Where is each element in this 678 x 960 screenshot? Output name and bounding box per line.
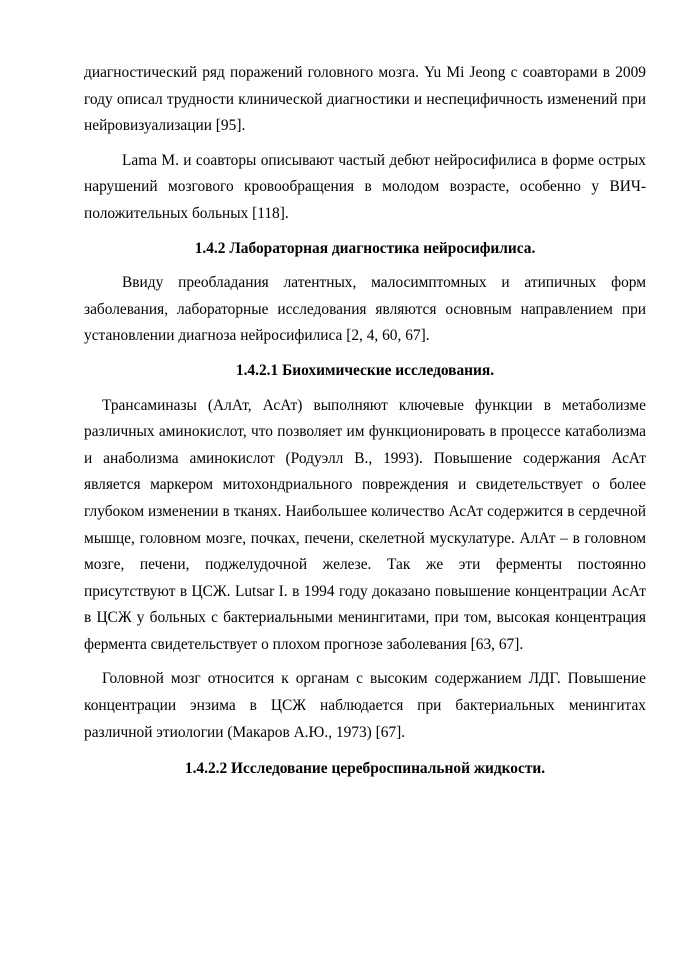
document-page [84, 60, 646, 783]
paragraph-neuroimaging: диагностический ряд поражений головного мозга. Yu Mi Jeong с соавторами в 2009 году описал трудности клинической диагностики и неспецифичность изменений при нейровизуализации [95]. [84, 64, 646, 135]
paragraph-lama: Lama M. и соавторы описывают частый дебют нейросифилиса в форме острых нарушений мозгового кровообращения в молодом возрасте, особенно у ВИЧ-положительных больных [118]. [84, 151, 646, 222]
paragraph-lab-intro: Ввиду преобладания латентных, малосимптомных и атипичных форм заболевания, лабораторные исследования являются основным направлением при установлении диагноза нейросифилиса [2, 4, 60, 67]. [84, 274, 646, 345]
paragraph-transaminases: Трансаминазы (АлАт, АсАт) выполняют ключевые функции в метаболизме различных аминокислот, что позволяет им функционировать в процессе катаболизма и анаболизма аминокислот (Родуэлл В., 1993). Повышение содержания АсАт является маркером митохондриального повреждения и свидетельствует о более глубоком изменении в тканях. Наибольшее количество АсАт содержится в сердечной мышце, головном мозге, почках, печени, скелетной мускулатуре. АлАт – в головном мозге, печени, поджелудочной железе. Так же эти ферменты постоянно присутствуют в ЦСЖ. Lutsar I. в 1994 году доказано повышение концентрации АсАт в ЦСЖ у больных с бактериальными менингитами, при том, высокая концентрация фермента свидетельствует о плохом прогнозе заболевания [63, 67]. [84, 396, 646, 653]
section-heading-csf: 1.4.2.2 Исследование цереброспинальной жидкости. [184, 760, 546, 778]
section-heading-lab-diagnostics: 1.4.2 Лабораторная диагностика нейросифилиса. [194, 239, 536, 257]
section-heading-biochemical: 1.4.2.1 Биохимические исследования. [235, 361, 495, 379]
paragraph-ldh: Головной мозг относится к органам с высоким содержанием ЛДГ. Повышение концентрации энзима в ЦСЖ наблюдается при бактериальных менингитах различной этиологии (Макаров А.Ю., 1973) [67]. [84, 670, 646, 741]
